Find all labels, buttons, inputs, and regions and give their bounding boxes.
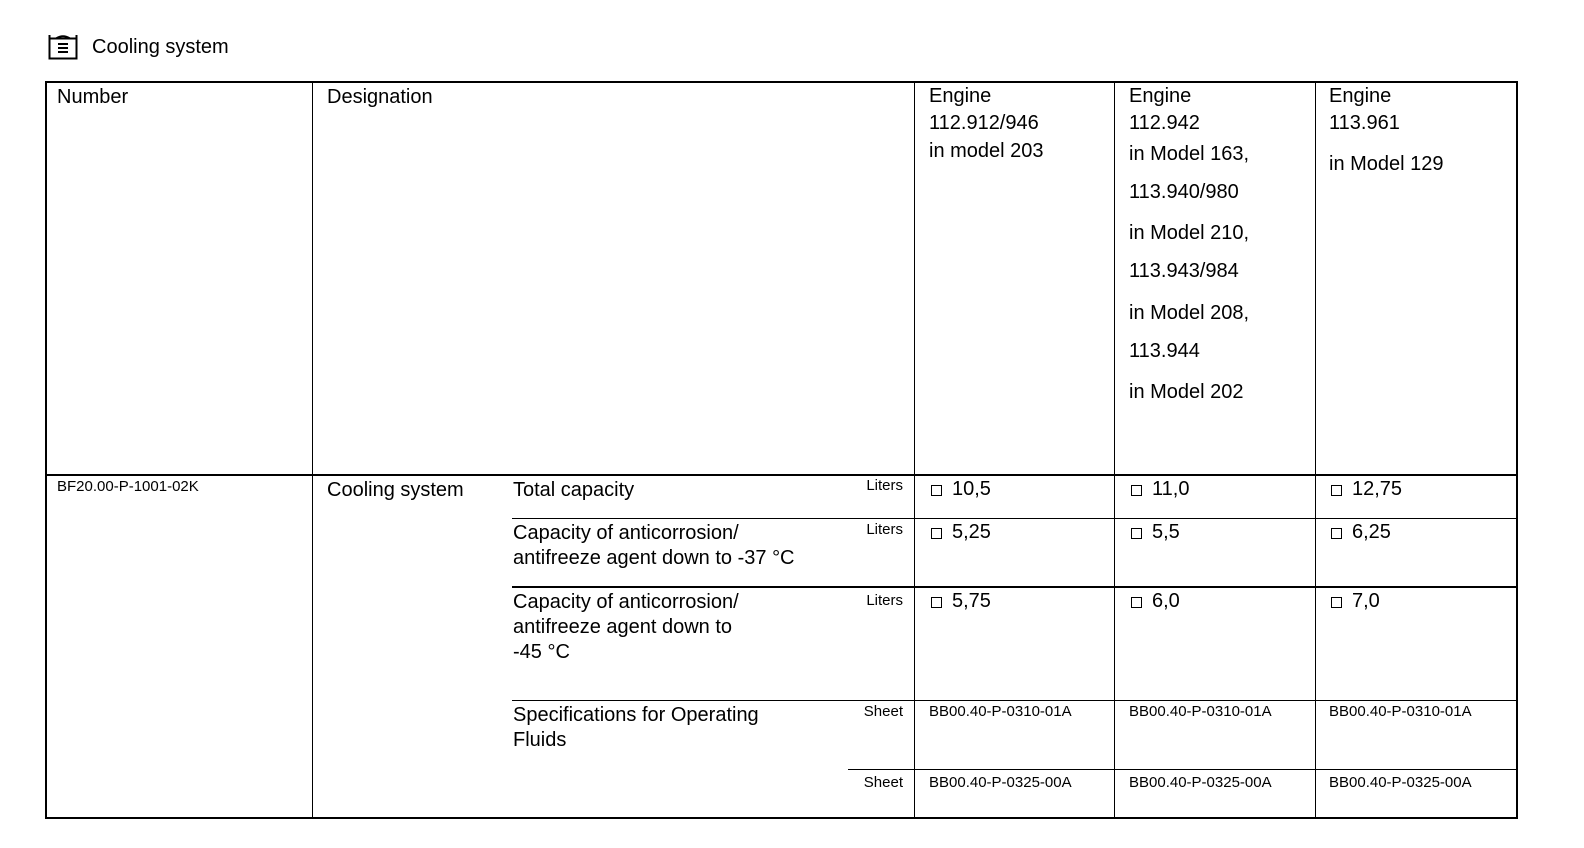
document-list-icon (48, 34, 78, 60)
engine-2-line: in Model 163, (1129, 143, 1250, 165)
engine-2-line: Engine (1129, 85, 1192, 107)
checkbox-icon (1331, 485, 1342, 496)
sheet-reference: BB00.40-P-0310-01A (1329, 703, 1472, 720)
engine-2-line: in Model 208, (1129, 302, 1250, 324)
checkbox-icon (1131, 485, 1142, 496)
item-label: Capacity of anticorrosion/ antifreeze agent down to -37 °C (513, 522, 795, 569)
engine-3-line: in Model 129 (1329, 153, 1444, 175)
engine-2-line: 113.943/984 (1129, 260, 1239, 282)
sheet-reference: BB00.40-P-0310-01A (929, 703, 1072, 720)
checkbox-icon (1131, 597, 1142, 608)
engine-1-line: 112.912/946 (929, 112, 1039, 134)
checkbox-icon (1331, 597, 1342, 608)
value-cell: 6,25 (1331, 521, 1391, 544)
item-label: Specifications for Operating Fluids (513, 704, 759, 751)
engine-2-line: 113.944 (1129, 340, 1200, 362)
value-cell: 6,0 (1131, 590, 1180, 613)
value-cell: 12,75 (1331, 478, 1402, 501)
value-cell: 10,5 (931, 478, 991, 501)
item-unit: Liters (866, 477, 903, 494)
engine-2-line: in Model 202 (1129, 381, 1244, 403)
engine-2-line: 112.942 (1129, 112, 1200, 134)
item-label: Capacity of anticorrosion/ antifreeze agent down to -45 °C (513, 591, 739, 663)
sheet-reference: BB00.40-P-0325-00A (1129, 774, 1272, 791)
value-cell: 5,25 (931, 521, 991, 544)
engine-3-line: 113.961 (1329, 112, 1400, 134)
value-cell: 5,5 (1131, 521, 1180, 544)
item-unit: Sheet (863, 703, 903, 720)
item-unit: Liters (866, 592, 903, 609)
sheet-reference: BB00.40-P-0325-00A (929, 774, 1072, 791)
engine-3-line: Engine (1329, 85, 1392, 107)
checkbox-icon (931, 597, 942, 608)
checkbox-icon (931, 485, 942, 496)
section-heading (48, 32, 229, 62)
group-label: Cooling system (327, 479, 464, 501)
header-designation: Designation (327, 86, 433, 108)
sheet-reference: BB00.40-P-0310-01A (1129, 703, 1272, 720)
value-cell: 11,0 (1131, 478, 1189, 501)
row-number: BF20.00-P-1001-02K (57, 478, 199, 495)
checkbox-icon (1131, 528, 1142, 539)
checkbox-icon (931, 528, 942, 539)
value-cell: 5,75 (931, 590, 991, 613)
sheet-reference: BB00.40-P-0325-00A (1329, 774, 1472, 791)
item-label: Total capacity (513, 479, 635, 501)
engine-1-line: in model 203 (929, 140, 1044, 162)
engine-2-line: in Model 210, (1129, 222, 1250, 244)
header-number: Number (57, 86, 129, 108)
engine-1-line: Engine (929, 85, 992, 107)
checkbox-icon (1331, 528, 1342, 539)
engine-2-line: 113.940/980 (1129, 181, 1239, 203)
item-unit: Sheet (863, 774, 903, 791)
item-unit: Liters (866, 521, 903, 538)
page-title: Cooling system (92, 35, 229, 58)
value-cell: 7,0 (1331, 590, 1380, 613)
